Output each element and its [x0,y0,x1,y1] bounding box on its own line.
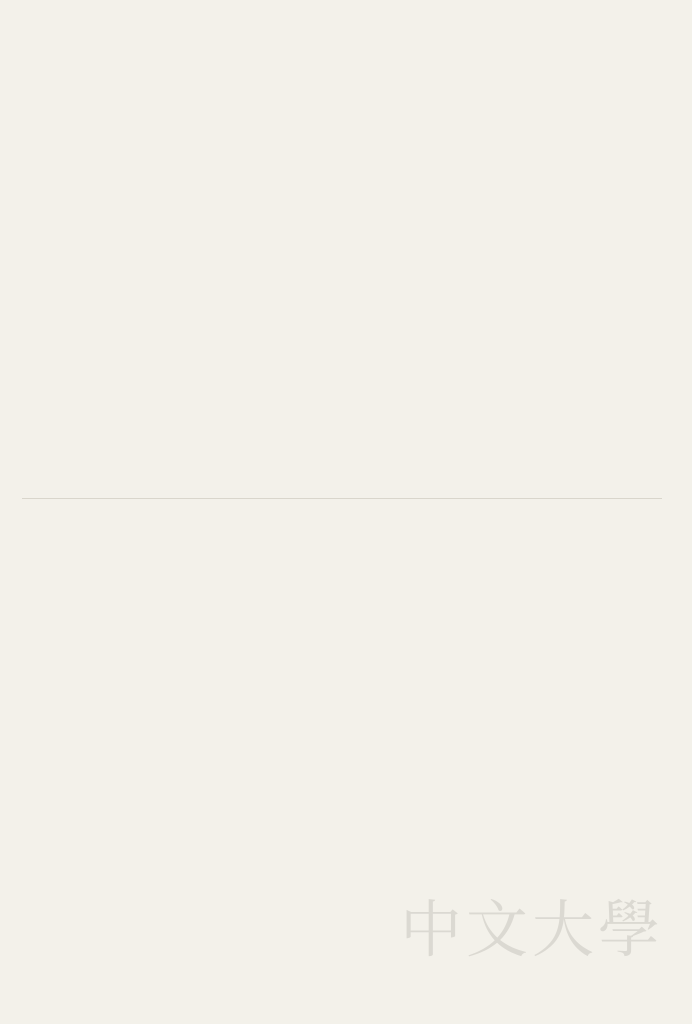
running-header [640,40,656,510]
block-divider [22,498,662,499]
watermark: 中文大學 [399,893,664,966]
header-gap [639,40,658,57]
